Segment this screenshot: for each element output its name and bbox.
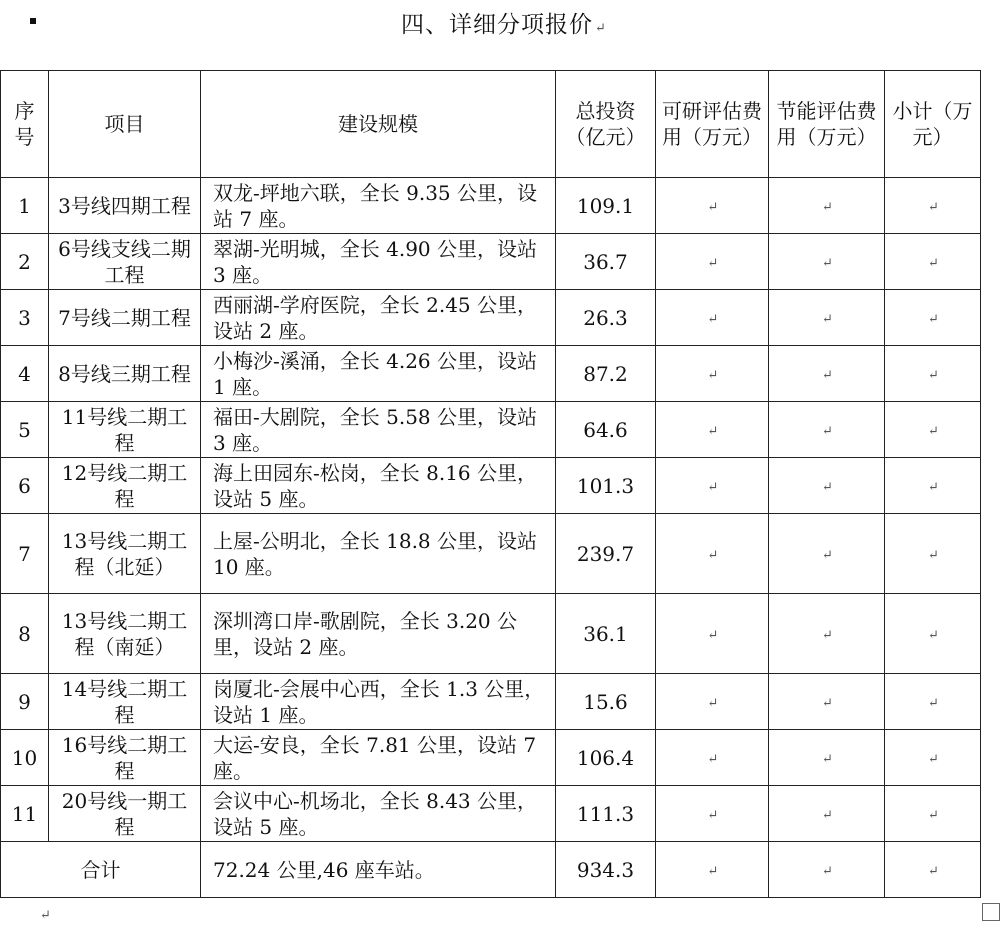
cell-invest: 36.7 [556, 234, 656, 290]
cell-invest: 26.3 [556, 290, 656, 346]
cell-subtotal[interactable]: ↵ [885, 346, 981, 402]
header-project: 项目 [49, 71, 201, 178]
cell-energy-fee[interactable]: ↵ [769, 346, 885, 402]
cell-subtotal[interactable]: ↵ [885, 514, 981, 594]
total-invest: 934.3 [556, 842, 656, 898]
total-label: 合计 [1, 842, 201, 898]
cell-feasibility-fee[interactable]: ↵ [656, 458, 769, 514]
cell-energy-fee[interactable]: ↵ [769, 842, 885, 898]
cell-scale: 岗厦北-会展中心西，全长 1.3 公里，设站 1 座。 [201, 674, 556, 730]
cell-energy-fee[interactable]: ↵ [769, 402, 885, 458]
cell-feasibility-fee[interactable]: ↵ [656, 842, 769, 898]
cell-invest: 36.1 [556, 594, 656, 674]
cell-energy-fee[interactable]: ↵ [769, 514, 885, 594]
table-row [1, 234, 981, 290]
cell-no: 7 [1, 514, 49, 594]
cell-subtotal[interactable]: ↵ [885, 674, 981, 730]
cell-invest: 64.6 [556, 402, 656, 458]
cell-feasibility-fee[interactable]: ↵ [656, 290, 769, 346]
cell-energy-fee[interactable]: ↵ [769, 594, 885, 674]
header-scale: 建设规模 [201, 71, 556, 178]
cell-invest: 109.1 [556, 178, 656, 234]
table-row [1, 786, 981, 842]
cell-subtotal[interactable]: ↵ [885, 290, 981, 346]
header-feasibility-fee: 可研评估费用（万元） [656, 71, 769, 178]
cell-energy-fee[interactable]: ↵ [769, 234, 885, 290]
cell-energy-fee[interactable]: ↵ [769, 786, 885, 842]
cell-project: 20号线一期工程 [49, 786, 201, 842]
cell-subtotal[interactable]: ↵ [885, 594, 981, 674]
cell-no: 5 [1, 402, 49, 458]
table-row [1, 178, 981, 234]
cell-scale: 双龙-坪地六联，全长 9.35 公里，设站 7 座。 [201, 178, 556, 234]
cell-subtotal[interactable]: ↵ [885, 178, 981, 234]
cell-project: 16号线二期工程 [49, 730, 201, 786]
section-title: 四、详细分项报价 ↵ [401, 12, 607, 38]
cell-subtotal[interactable]: ↵ [885, 402, 981, 458]
cell-feasibility-fee[interactable]: ↵ [656, 346, 769, 402]
cell-energy-fee[interactable]: ↵ [769, 674, 885, 730]
cell-invest: 87.2 [556, 346, 656, 402]
table-total-row [1, 842, 981, 898]
cell-feasibility-fee[interactable]: ↵ [656, 402, 769, 458]
cell-project: 11号线二期工程 [49, 402, 201, 458]
table-row [1, 290, 981, 346]
cell-scale: 深圳湾口岸-歌剧院，全长 3.20 公里，设站 2 座。 [201, 594, 556, 674]
cell-no: 4 [1, 346, 49, 402]
cell-project: 13号线二期工程（北延） [49, 514, 201, 594]
cell-invest: 111.3 [556, 786, 656, 842]
paragraph-mark: ↵ [40, 908, 51, 923]
cell-no: 9 [1, 674, 49, 730]
cell-energy-fee[interactable]: ↵ [769, 178, 885, 234]
cell-project: 7号线二期工程 [49, 290, 201, 346]
cell-feasibility-fee[interactable]: ↵ [656, 514, 769, 594]
cell-feasibility-fee[interactable]: ↵ [656, 594, 769, 674]
quote-table [0, 70, 981, 898]
cell-invest: 15.6 [556, 674, 656, 730]
cell-no: 8 [1, 594, 49, 674]
cell-subtotal[interactable]: ↵ [885, 458, 981, 514]
header-energy-fee: 节能评估费用（万元） [769, 71, 885, 178]
cell-scale: 海上田园东-松岗，全长 8.16 公里，设站 5 座。 [201, 458, 556, 514]
cell-invest: 106.4 [556, 730, 656, 786]
cell-scale: 福田-大剧院，全长 5.58 公里，设站 3 座。 [201, 402, 556, 458]
cell-feasibility-fee[interactable]: ↵ [656, 730, 769, 786]
table-row [1, 458, 981, 514]
cell-project: 12号线二期工程 [49, 458, 201, 514]
header-subtotal: 小计（万元） [885, 71, 981, 178]
cell-project: 6号线支线二期工程 [49, 234, 201, 290]
table-row [1, 346, 981, 402]
cell-project: 8号线三期工程 [49, 346, 201, 402]
cell-scale: 西丽湖-学府医院，全长 2.45 公里，设站 2 座。 [201, 290, 556, 346]
header-invest: 总投资（亿元） [556, 71, 656, 178]
cell-no: 10 [1, 730, 49, 786]
cell-project: 13号线二期工程（南延） [49, 594, 201, 674]
cell-scale: 小梅沙-溪涌，全长 4.26 公里，设站 1 座。 [201, 346, 556, 402]
cell-invest: 101.3 [556, 458, 656, 514]
cell-scale: 大运-安良，全长 7.81 公里，设站 7 座。 [201, 730, 556, 786]
table-row [1, 594, 981, 674]
cell-energy-fee[interactable]: ↵ [769, 458, 885, 514]
cell-scale: 翠湖-光明城，全长 4.90 公里，设站 3 座。 [201, 234, 556, 290]
cell-no: 11 [1, 786, 49, 842]
cell-subtotal[interactable]: ↵ [885, 842, 981, 898]
cell-subtotal[interactable]: ↵ [885, 234, 981, 290]
table-row [1, 730, 981, 786]
cell-no: 2 [1, 234, 49, 290]
cell-energy-fee[interactable]: ↵ [769, 290, 885, 346]
cell-no: 3 [1, 290, 49, 346]
table-row [1, 402, 981, 458]
cell-no: 1 [1, 178, 49, 234]
cell-project: 3号线四期工程 [49, 178, 201, 234]
cell-energy-fee[interactable]: ↵ [769, 730, 885, 786]
table-resize-handle[interactable] [982, 903, 1000, 921]
cell-subtotal[interactable]: ↵ [885, 730, 981, 786]
total-scale: 72.24 公里,46 座车站。 [201, 842, 556, 898]
cell-subtotal[interactable]: ↵ [885, 786, 981, 842]
cell-no: 6 [1, 458, 49, 514]
cell-scale: 上屋-公明北，全长 18.8 公里，设站 10 座。 [201, 514, 556, 594]
cell-scale: 会议中心-机场北，全长 8.43 公里，设站 5 座。 [201, 786, 556, 842]
cell-feasibility-fee[interactable]: ↵ [656, 674, 769, 730]
table-header-row [1, 71, 981, 178]
cell-invest: 239.7 [556, 514, 656, 594]
cell-feasibility-fee[interactable]: ↵ [656, 234, 769, 290]
cell-feasibility-fee[interactable]: ↵ [656, 786, 769, 842]
header-no: 序号 [1, 71, 49, 178]
cell-project: 14号线二期工程 [49, 674, 201, 730]
table-row [1, 514, 981, 594]
table-row [1, 674, 981, 730]
cell-feasibility-fee[interactable]: ↵ [656, 178, 769, 234]
